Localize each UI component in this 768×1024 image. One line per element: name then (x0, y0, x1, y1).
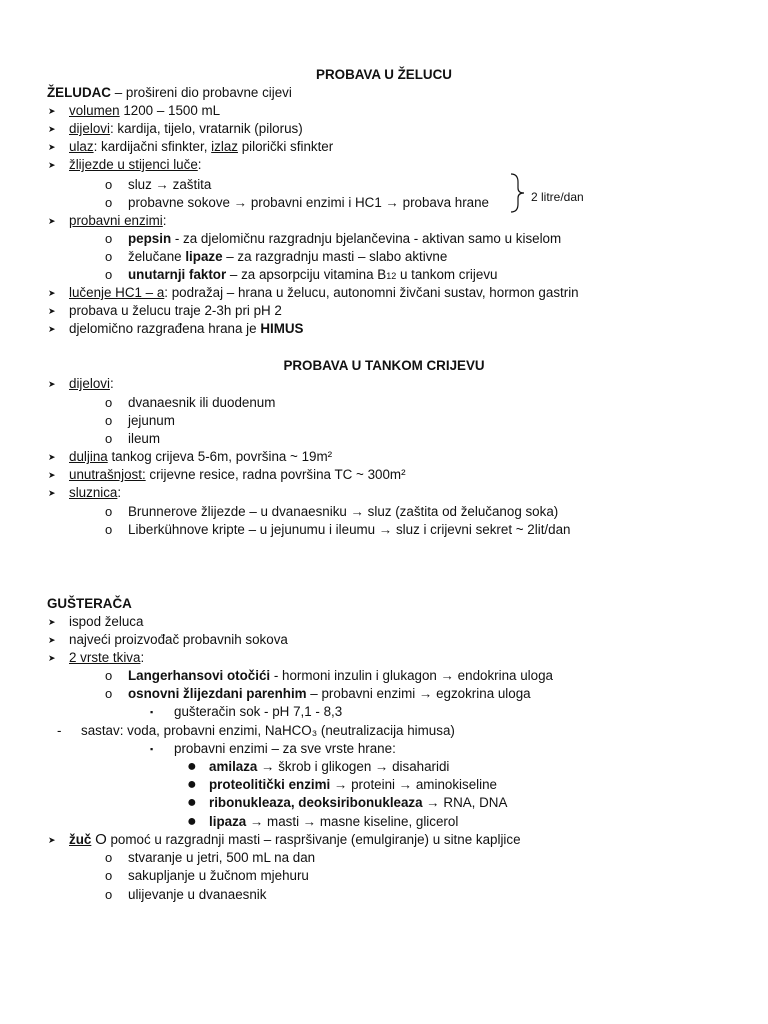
pepsin-term: pepsin (128, 231, 172, 246)
arrowhead-bullet-icon: ➤ (48, 216, 56, 226)
volume-value: 1200 – 1500 mL (119, 103, 221, 118)
pancreatic-lipase-desc: → masti → masne kiseline, glicerol (246, 814, 459, 829)
list-item-duration: probava u želucu traje 2-3h pri pH 2 (69, 303, 282, 318)
stomach-heading-desc: – prošireni dio probavne cijevi (110, 85, 292, 100)
circle-bullet-icon: o (105, 887, 113, 902)
volume-label: volumen (69, 103, 120, 118)
list-item-enzymes (69, 212, 167, 230)
intestine-title: PROBAVA U TANKOM CRIJEVU (283, 358, 485, 373)
pancreas-heading: GUŠTERAČA (47, 596, 132, 611)
circle-bullet-icon: o (105, 522, 113, 537)
exit-label: izlaz (211, 139, 238, 154)
list-item-location: ispod želuca (69, 614, 144, 629)
factor-desc: – za apsorpciju vitamina B (226, 267, 387, 282)
stomach-title: PROBAVA U ŽELUCU (316, 67, 452, 82)
dot-bullet-icon: ● (187, 758, 197, 775)
enzymes-label: probavni enzimi (69, 213, 163, 228)
list-item-brunner: Brunnerove žlijezde – u dvanaesniku → sluz (zaštita od želučanog soka) (128, 504, 559, 519)
tissue-label: 2 vrste tkiva (69, 650, 141, 665)
list-item-nuclease (209, 794, 507, 812)
secretion-label: lučenje HC1 – a (69, 285, 165, 300)
arrowhead-bullet-icon: ➤ (48, 142, 56, 152)
list-item-mucus: sluz → zaštita (128, 177, 212, 192)
circle-bullet-icon: o (105, 195, 113, 210)
arrowhead-bullet-icon: ➤ (48, 288, 56, 298)
length-desc: tankog crijeva 5-6m, površina ~ 19m² (107, 449, 333, 464)
lipase-term: lipaze (185, 249, 223, 264)
list-item-parenchyma (128, 685, 531, 703)
entry-label: ulaz (69, 139, 94, 154)
list-item-chyme (69, 320, 303, 338)
stomach-heading-line (47, 84, 292, 102)
arrowhead-bullet-icon: ➤ (48, 324, 56, 334)
factor-end: u tankom crijevu (396, 267, 498, 282)
stomach-heading: ŽELUDAC (47, 85, 111, 100)
list-item-jejunum: jejunum (128, 413, 175, 428)
list-item-proteolytic (209, 776, 497, 794)
bile-circle: O (95, 831, 107, 848)
circle-bullet-icon: o (105, 850, 113, 865)
circle-bullet-icon: o (105, 504, 113, 519)
pepsin-desc: - za djelomičnu razgradnju bjelančevina - aktivan samo u kiselom (171, 231, 562, 246)
list-item-parts (69, 120, 303, 138)
tissue-colon: : (140, 650, 145, 665)
arrowhead-bullet-icon: ➤ (48, 106, 56, 116)
nuclease-term: ribonukleaza, deoksiribonukleaza (209, 795, 423, 810)
proteolytic-desc: → proteini → aminokiseline (330, 777, 497, 792)
bile-desc: pomoć u razgradnji masti – raspršivanje (emulgiranje) u sitne kapljice (110, 832, 521, 847)
glands-colon: : (197, 157, 202, 172)
circle-bullet-icon: o (105, 267, 113, 282)
dot-bullet-icon: ● (187, 813, 197, 830)
dot-bullet-icon: ● (187, 794, 197, 811)
length-label: duljina (69, 449, 108, 464)
dash-bullet-icon: - (57, 723, 62, 738)
factor-subscript: 12 (386, 271, 397, 281)
list-item-langerhans (128, 667, 553, 685)
parenchyma-desc: – probavni enzimi → egzokrina uloga (306, 686, 531, 701)
list-item-pepsin (128, 230, 561, 248)
brace-note: 2 litre/dan (531, 190, 584, 204)
langerhans-term: Langerhansovi otočići (128, 668, 271, 683)
secretion-desc: : podražaj – hrana u želucu, autonomni živčani sustav, hormon gastrin (164, 285, 579, 300)
list-item-composition: sastav: voda, probavni enzimi, NaHCO₃ (neutralizacija himusa) (81, 723, 455, 738)
list-item-intrinsic-factor (128, 266, 497, 285)
list-item-interior (69, 466, 406, 484)
list-item-bile-release: ulijevanje u dvanaesnik (128, 887, 267, 902)
circle-bullet-icon: o (105, 868, 113, 883)
list-item-ileum: ileum (128, 431, 160, 446)
arrowhead-bullet-icon: ➤ (48, 160, 56, 170)
arrowhead-bullet-icon: ➤ (48, 488, 56, 498)
list-item-lieberkuhn: Liberkühnove kripte – u jejunumu i ileumu → sluz i crijevni sekret ~ 2lit/dan (128, 522, 571, 537)
list-item-glands (69, 156, 202, 174)
arrowhead-bullet-icon: ➤ (48, 835, 56, 845)
list-item-length (69, 448, 332, 466)
chyme-prefix: djelomično razgrađena hrana je (69, 321, 261, 336)
list-item-bile-formation: stvaranje u jetri, 500 mL na dan (128, 850, 316, 865)
circle-bullet-icon: o (105, 395, 113, 410)
interior-desc: crijevne resice, radna površina TC ~ 300m² (145, 467, 406, 482)
exit-value: pilorički sfinkter (237, 139, 334, 154)
interior-label: unutrašnjost: (69, 467, 146, 482)
mucosa-label: sluznica (69, 485, 118, 500)
arrowhead-bullet-icon: ➤ (48, 653, 56, 663)
parts-label: dijelovi (69, 121, 110, 136)
amylase-term: amilaza (209, 759, 258, 774)
circle-bullet-icon: o (105, 177, 113, 192)
mucosa-colon: : (117, 485, 122, 500)
circle-bullet-icon: o (105, 249, 113, 264)
intestine-parts-label: dijelovi (69, 376, 110, 391)
list-item-mucosa (69, 484, 121, 502)
lipase-desc: – za razgradnju masti – slabo aktivne (222, 249, 448, 264)
list-item-juices: probavne sokove → probavni enzimi i HC1 → probava hrane (128, 195, 489, 210)
list-item-pancreatic-lipase (209, 813, 458, 831)
arrowhead-bullet-icon: ➤ (48, 452, 56, 462)
dot-bullet-icon: ● (187, 776, 197, 793)
list-item-tissue (69, 649, 144, 667)
list-item-intestine-parts (69, 375, 114, 393)
list-item-amylase (209, 758, 449, 776)
arrowhead-bullet-icon: ➤ (48, 635, 56, 645)
intestine-parts-colon: : (109, 376, 114, 391)
nuclease-desc: → RNA, DNA (422, 795, 508, 810)
square-bullet-icon: ▪ (150, 744, 154, 754)
circle-bullet-icon: o (105, 431, 113, 446)
list-item-juice-ph: gušteračin sok - pH 7,1 - 8,3 (174, 704, 343, 719)
glands-label: žlijezde u stijenci luče (69, 157, 198, 172)
langerhans-desc: - hormoni inzulin i glukagon → endokrina uloga (270, 668, 553, 683)
arrowhead-bullet-icon: ➤ (48, 306, 56, 316)
entry-value: : kardijačni sfinkter, (93, 139, 212, 154)
proteolytic-term: proteolitički enzimi (209, 777, 331, 792)
list-item-bile (69, 831, 521, 849)
chyme-term: HIMUS (260, 321, 304, 336)
circle-bullet-icon: o (105, 413, 113, 428)
arrowhead-bullet-icon: ➤ (48, 617, 56, 627)
arrowhead-bullet-icon: ➤ (48, 124, 56, 134)
list-item-lipase (128, 248, 447, 266)
parenchyma-term: osnovni žlijezdani parenhim (128, 686, 307, 701)
list-item-producer: najveći proizvođač probavnih sokova (69, 632, 288, 647)
circle-bullet-icon: o (105, 668, 113, 683)
curly-brace-icon (508, 172, 528, 214)
list-item-volume (69, 102, 220, 120)
list-item-enzymes-all: probavni enzimi – za sve vrste hrane: (174, 741, 396, 756)
factor-term: unutarnji faktor (128, 267, 227, 282)
parts-value: : kardija, tijelo, vratarnik (pilorus) (109, 121, 303, 136)
enzymes-colon: : (162, 213, 167, 228)
list-item-entry-exit (69, 138, 333, 156)
square-bullet-icon: ▪ (150, 707, 154, 717)
circle-bullet-icon: o (105, 686, 113, 701)
circle-bullet-icon: o (105, 231, 113, 246)
pancreatic-lipase-term: lipaza (209, 814, 247, 829)
arrowhead-bullet-icon: ➤ (48, 470, 56, 480)
list-item-duodenum: dvanaesnik ili duodenum (128, 395, 276, 410)
amylase-desc: → škrob i glikogen → disaharidi (257, 759, 450, 774)
list-item-secretion (69, 284, 579, 302)
lipase-prefix: želučane (128, 249, 186, 264)
arrowhead-bullet-icon: ➤ (48, 379, 56, 389)
bile-label: žuč (69, 832, 92, 847)
list-item-bile-storage: sakupljanje u žučnom mjehuru (128, 868, 309, 883)
